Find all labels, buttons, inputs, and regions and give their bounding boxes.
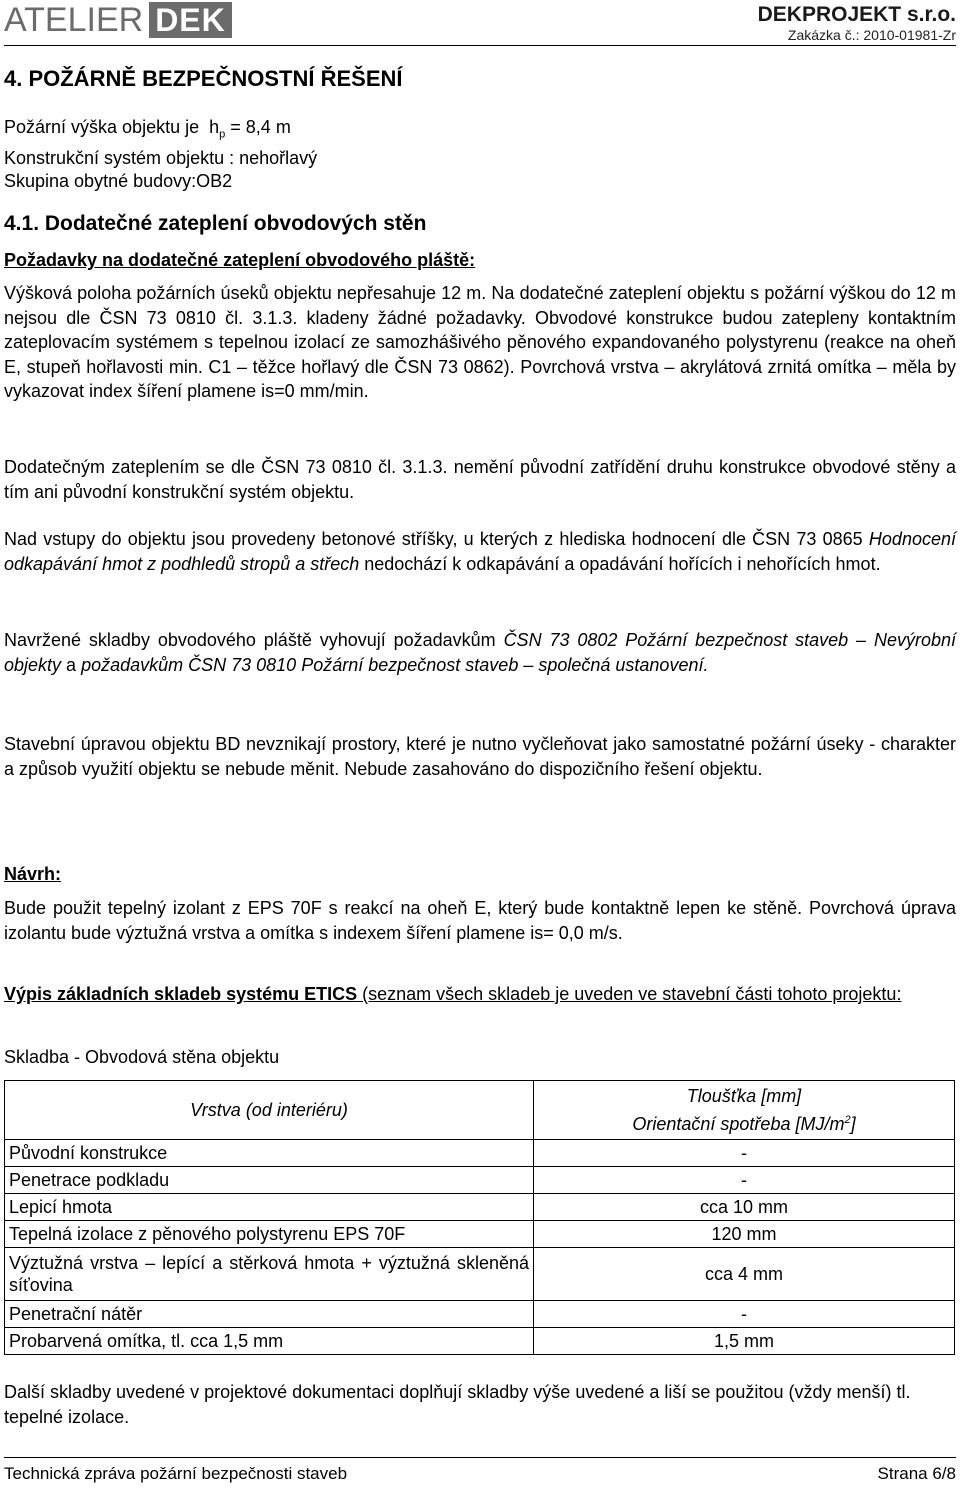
fire-height-value: = 8,4 m bbox=[230, 117, 291, 137]
building-group: Skupina obytné budovy:OB2 bbox=[4, 170, 233, 191]
logo-atelier: ATELIER bbox=[4, 1, 144, 39]
page-footer bbox=[4, 1457, 956, 1483]
table-row bbox=[5, 1140, 955, 1167]
atelier-dek-logo bbox=[4, 2, 232, 38]
etics-list-rest: (seznam všech skladeb je uveden ve stavební části tohoto projektu: bbox=[357, 984, 902, 1004]
fire-height-symbol: h bbox=[209, 117, 220, 137]
page-number: Strana 6/8 bbox=[877, 1464, 956, 1483]
table-row bbox=[5, 1328, 955, 1355]
header-thickness: Tloušťka [mm] bbox=[686, 1086, 802, 1106]
fire-height-subscript: p bbox=[219, 128, 226, 141]
fire-height-row bbox=[4, 116, 956, 147]
table-row bbox=[5, 1301, 955, 1328]
layer-cell: Penetrační nátěr bbox=[5, 1301, 534, 1328]
p4-text-b: a bbox=[61, 654, 82, 675]
p3-standard-title: Hodnocení odkapávání hmot z podhledů stropů a střech bbox=[4, 529, 956, 574]
p4-standard-1: ČSN 73 0802 Požární bezpečnost staveb – Nevýrobní objekty bbox=[4, 630, 956, 675]
table-row bbox=[5, 1194, 955, 1221]
layer-cell: Původní konstrukce bbox=[5, 1140, 534, 1167]
footer-title: Technická zpráva požární bezpečnosti staveb bbox=[4, 1464, 348, 1483]
layer-cell: Tepelná izolace z pěnového polystyrenu EPS 70F bbox=[5, 1221, 534, 1248]
paragraph-fire-sections: Stavební úpravou objektu BD nevznikají prostory, které je nutno vyčleňovat jako samostatné požární úseky - charakter a způsob využití objektu se nebude měnit. Nebude zasahováno do dispozičního řešení objektu. bbox=[4, 734, 956, 779]
paragraph-requirements: Výšková poloha požárních úseků objektu nepřesahuje 12 m. Na dodatečné zateplení objektu s požární výškou do 12 m nejsou dle ČSN 73 0810 čl. 3.1.3. kladeny žádné požadavky. Obvodové konstrukce budou zatepleny kontaktním zateplovacím systémem s tepelnou izolací ze samozhášivého pěnového expandovaného polystyrenu (reakce na oheň E, stupeň hořlavosti min. C1 – těžce hořlavý dle ČSN 73 0862). Povrchová vrstva – akrylátová zrnitá omítka – měla by vykazovat index šíření plamene is=0 mm/min. bbox=[4, 283, 956, 401]
page-header bbox=[0, 0, 960, 46]
value-cell: cca 10 mm bbox=[534, 1194, 955, 1221]
header-consumption: Orientační spotřeba [MJ/m bbox=[632, 1114, 845, 1134]
p4-standard-2: požadavkům ČSN 73 0810 Požární bezpečnost staveb – společná ustanovení. bbox=[81, 654, 709, 675]
construction-system: Konstrukční systém objektu : nehořlavý bbox=[4, 147, 318, 168]
table-row bbox=[5, 1248, 955, 1301]
fire-height-label: Požární výška objektu je bbox=[4, 117, 200, 137]
paragraph-canopies bbox=[4, 527, 956, 576]
requirements-title: Požadavky na dodatečné zateplení obvodového pláště: bbox=[4, 250, 476, 270]
section-title: 4. POŽÁRNĚ BEZPEČNOSTNÍ ŘEŠENÍ bbox=[4, 66, 403, 91]
logo-dek: DEK bbox=[149, 2, 232, 38]
header-thickness-consumption bbox=[534, 1081, 955, 1140]
paragraph-proposal: Bude použit tepelný izolant z EPS 70F s reakcí na oheň E, který bude kontaktně lepen ke stěně. Povrchová úprava izolantu bude výztužná vrstva a omítka s indexem šíření plamene is= 0,0 m/s. bbox=[4, 898, 956, 943]
p3-text-b: nedochází k odkapávání a opadávání hořících i nehořících hmot. bbox=[359, 553, 881, 574]
etics-list-heading bbox=[4, 982, 956, 1007]
company-name: DEKPROJEKT s.r.o. bbox=[757, 3, 956, 26]
header-divider bbox=[4, 45, 956, 46]
building-info bbox=[4, 116, 956, 193]
proposal-heading: Návrh: bbox=[4, 864, 62, 884]
value-cell: 1,5 mm bbox=[534, 1328, 955, 1355]
order-number: Zakázka č.: 2010-01981-Zr bbox=[787, 27, 956, 43]
p3-text-a: Nad vstupy do objektu jsou provedeny betonové stříšky, u kterých z hlediska hodnocení dle ČSN 73 0865 bbox=[4, 529, 869, 549]
company-block bbox=[758, 3, 956, 43]
composition-table bbox=[4, 1080, 955, 1355]
layer-cell: Lepicí hmota bbox=[5, 1194, 534, 1221]
value-cell: - bbox=[534, 1301, 955, 1328]
composition-title: Skladba - Obvodová stěna objektu bbox=[4, 1047, 280, 1067]
value-cell: - bbox=[534, 1140, 955, 1167]
paragraph-classification: Dodatečným zateplením se dle ČSN 73 0810 čl. 3.1.3. nemění původní zatřídění druhu konstrukce obvodové stěny a tím ani původní konstrukční systém objektu. bbox=[4, 457, 956, 502]
etics-list-bold: Výpis základních skladeb systému ETICS bbox=[4, 984, 358, 1004]
value-cell: 120 mm bbox=[534, 1221, 955, 1248]
layer-cell: Probarvená omítka, tl. cca 1,5 mm bbox=[5, 1328, 534, 1355]
table-row bbox=[5, 1167, 955, 1194]
layer-cell: Penetrace podkladu bbox=[5, 1167, 534, 1194]
paragraph-compliance bbox=[4, 628, 956, 677]
layer-cell: Výztužná vrstva – lepící a stěrková hmota + výztužná skleněná síťovina bbox=[5, 1248, 534, 1301]
paragraph-other-compositions: Další skladby uvedené v projektové dokumentaci doplňují skladby výše uvedené a liší se použitou (vždy menší) tl. tepelné izolace. bbox=[4, 1382, 911, 1427]
table-row bbox=[5, 1221, 955, 1248]
header-consumption-sup: 2 bbox=[844, 1114, 851, 1126]
value-cell: cca 4 mm bbox=[534, 1248, 955, 1301]
header-consumption-end: ] bbox=[850, 1114, 856, 1134]
subsection-title: 4.1. Dodatečné zateplení obvodových stěn bbox=[4, 212, 427, 235]
header-layer: Vrstva (od interiéru) bbox=[5, 1081, 534, 1140]
p4-text-a: Navržené skladby obvodového pláště vyhovují požadavkům bbox=[4, 630, 504, 650]
value-cell: - bbox=[534, 1167, 955, 1194]
table-header-row bbox=[5, 1081, 955, 1140]
